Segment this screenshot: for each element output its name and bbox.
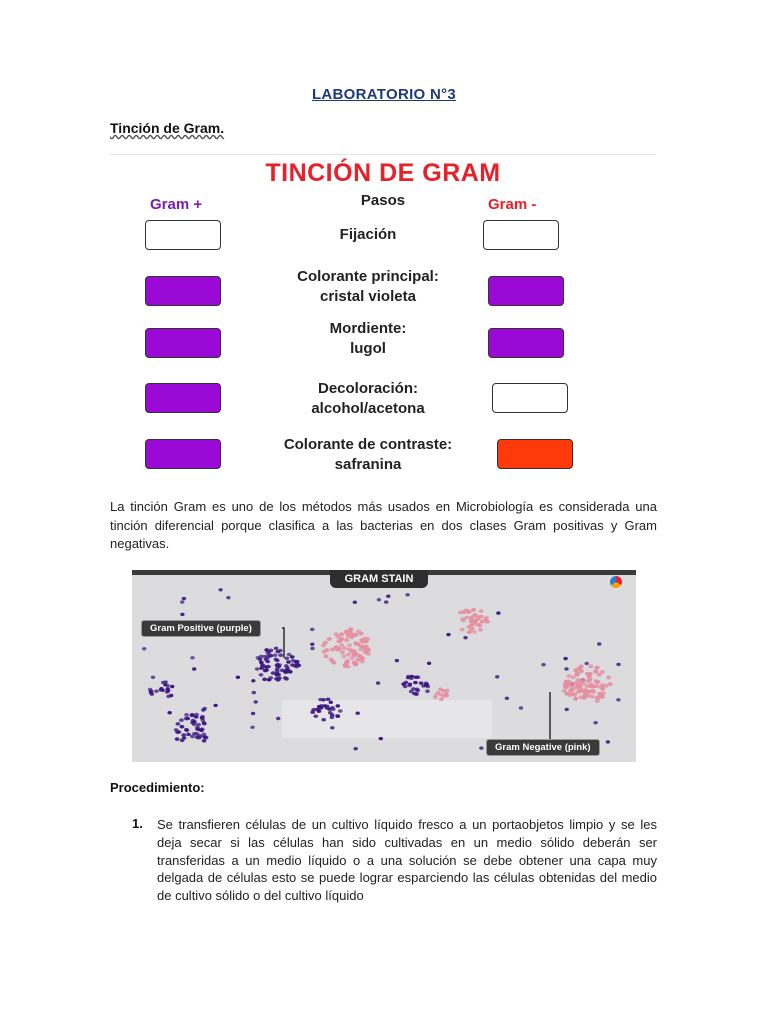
step-reagent: safranina <box>334 456 402 473</box>
gram-steps-figure <box>110 154 656 481</box>
gram-stain-header: GRAM STAIN <box>330 570 428 588</box>
step-colorante-principal <box>250 267 486 307</box>
positive-box-contraste <box>145 439 221 469</box>
step-fijacion <box>250 225 486 245</box>
step-reagent: cristal violeta <box>320 288 416 305</box>
step-line: Colorante de contraste: <box>283 436 453 453</box>
negative-box-mordiente <box>488 328 564 358</box>
list-item-text: Se transfieren células de un cultivo líquido fresco a un portaobjetos limpio y se les deja secar si las células han sido cultivadas en un medio sólido deberán ser transferidas a un medio líquido o a una solución se debe obtener una capa muy delgada de células esto se puede lograr esparciendo las células obtenidas del medio de cultivo sólido o del cultivo líquido <box>157 817 657 904</box>
step-line: Fijación <box>339 226 397 243</box>
step-line: Colorante principal: <box>297 268 439 285</box>
callout-lines <box>132 570 636 762</box>
step-decoloracion <box>250 379 486 419</box>
step-contraste <box>250 435 486 475</box>
negative-box-fijacion <box>483 220 559 250</box>
gram-negative-label: Gram Negative (pink) <box>486 739 600 756</box>
step-reagent: alcohol/acetona <box>311 400 425 417</box>
document-title: LABORATORIO N°3 <box>311 86 457 103</box>
step-line: Decoloración: <box>317 380 419 397</box>
gram-negative-header: Gram - <box>488 196 537 213</box>
positive-box-decoloracion <box>145 383 221 413</box>
step-mordiente <box>250 319 486 359</box>
section-subtitle: Tinción de Gram. <box>110 120 225 136</box>
intro-paragraph: La tinción Gram es uno de los métodos más usados en Microbiología es considerada una tinción diferencial porque clasifica a las bacterias en dos clases Gram positivas y Gram negativas. <box>110 499 657 551</box>
positive-box-fijacion <box>145 220 221 250</box>
gram-stain-micrograph <box>132 570 636 762</box>
positive-box-mordiente <box>145 328 221 358</box>
procedure-heading: Procedimiento: <box>110 780 205 795</box>
positive-box-colorante-principal <box>145 276 221 306</box>
negative-box-colorante-principal <box>488 276 564 306</box>
negative-box-contraste <box>497 439 573 469</box>
steps-header: Pasos <box>360 192 406 209</box>
gram-positive-header: Gram + <box>150 196 203 213</box>
list-item-number: 1. <box>132 816 143 831</box>
step-line: Mordiente: <box>329 320 407 337</box>
step-reagent: lugol <box>350 340 386 357</box>
negative-box-decoloracion <box>492 383 568 413</box>
gram-positive-label: Gram Positive (purple) <box>141 620 261 637</box>
figure-heading: TINCIÓN DE GRAM <box>265 159 501 187</box>
